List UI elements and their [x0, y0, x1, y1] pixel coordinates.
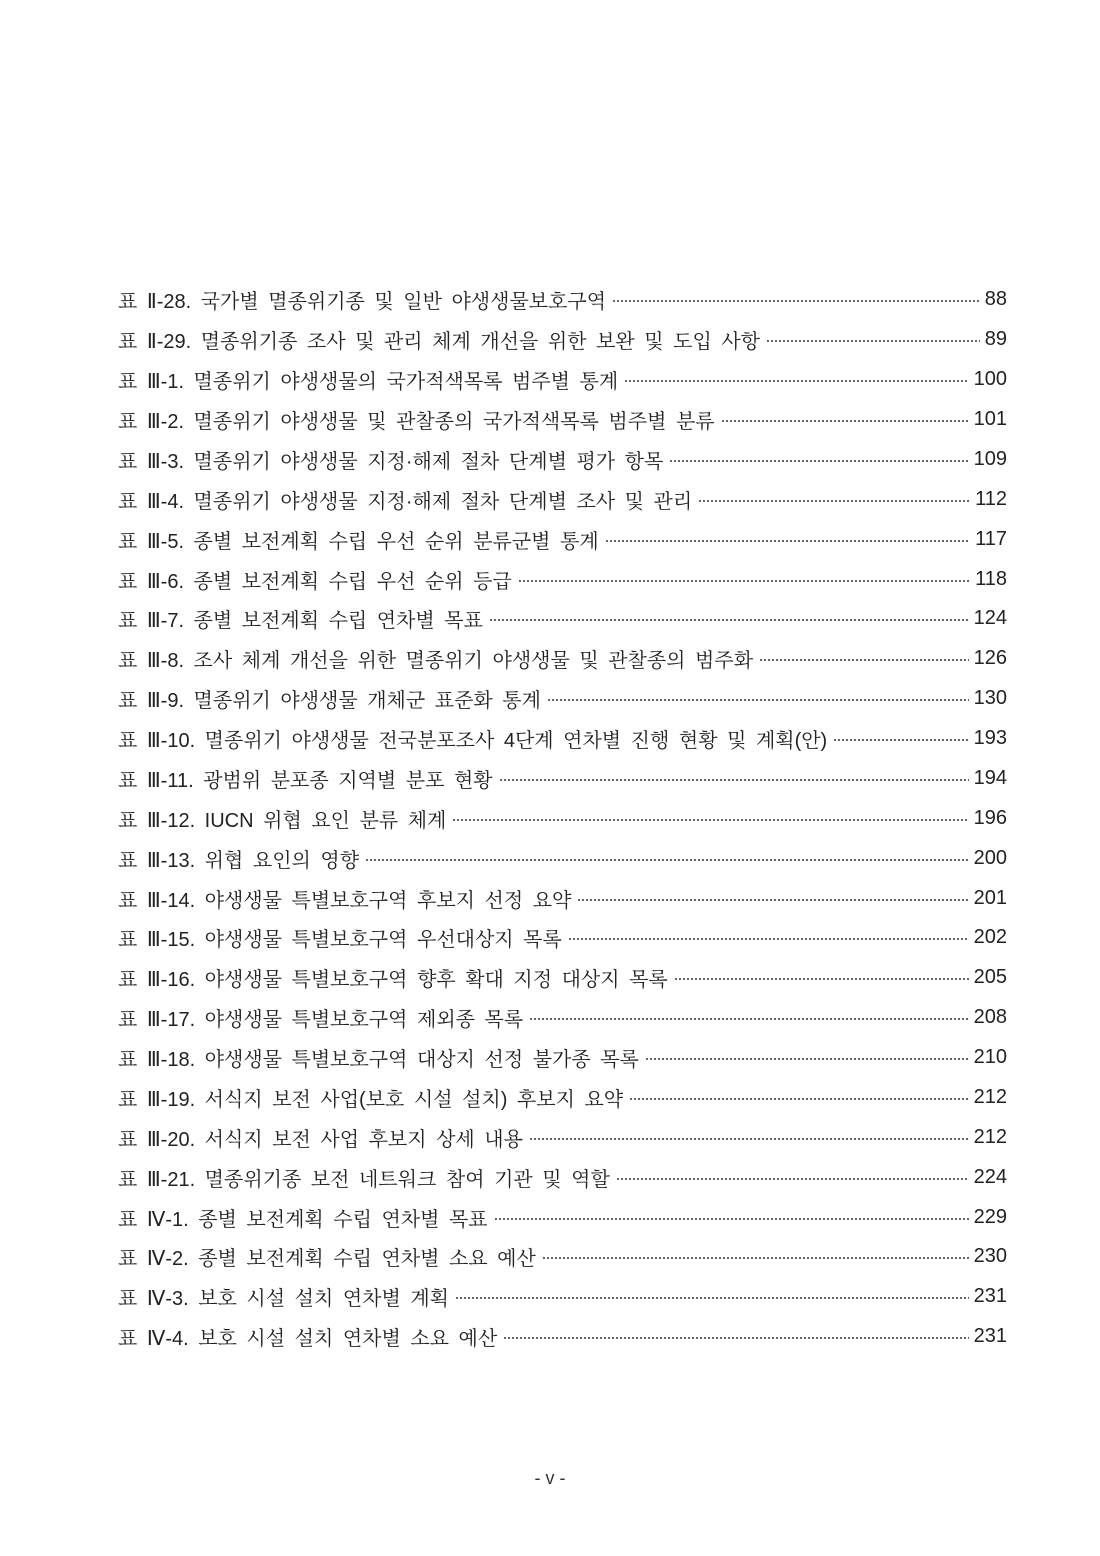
- toc-entry-title: 표 Ⅳ-4. 보호 시설 설치 연차별 소요 예산: [118, 1328, 498, 1351]
- toc-leader-dots: [721, 419, 969, 423]
- toc-leader-dots: [499, 778, 969, 782]
- toc-entry: [118, 878, 1007, 918]
- toc-entry-page-number: 208: [973, 1006, 1007, 1029]
- toc-entry: [118, 838, 1007, 878]
- toc-entry: [118, 599, 1007, 639]
- toc-entry: [118, 320, 1007, 360]
- toc-leader-dots: [669, 459, 968, 463]
- toc-leader-dots: [529, 1137, 969, 1141]
- toc-entry-page-number: 200: [973, 846, 1007, 869]
- toc-entry: [118, 998, 1007, 1038]
- toc-entry-page-number: 124: [973, 607, 1007, 630]
- toc-entry-title: 표 Ⅲ-20. 서식지 보전 사업 후보지 상세 내용: [118, 1128, 523, 1151]
- toc-entry-title: 표 Ⅲ-21. 멸종위기종 보전 네트워크 참여 기관 및 역할: [118, 1168, 610, 1191]
- toc-entry: [118, 440, 1007, 480]
- toc-entry-title: 표 Ⅳ-2. 종별 보전계획 수립 연차별 소요 예산: [118, 1248, 536, 1271]
- toc-entry-title: 표 Ⅲ-8. 조사 체계 개선을 위한 멸종위기 야생생물 및 관찰종의 범주화: [118, 650, 754, 673]
- toc-entry: [118, 1038, 1007, 1078]
- toc-leader-dots: [489, 618, 969, 622]
- toc-entry-title: 표 Ⅲ-17. 야생생물 특별보호구역 제외종 목록: [118, 1009, 524, 1032]
- toc-leader-dots: [616, 1177, 969, 1181]
- toc-entry-page-number: 210: [973, 1046, 1007, 1069]
- toc-leader-dots: [612, 299, 980, 303]
- toc-entry: [118, 1157, 1007, 1197]
- toc-entry-page-number: 231: [973, 1325, 1007, 1348]
- toc-entry: [118, 1317, 1007, 1357]
- toc-entry-page-number: 202: [973, 926, 1007, 949]
- toc-entry-page-number: 212: [973, 1125, 1007, 1148]
- toc-leader-dots: [698, 499, 970, 503]
- toc-entry-title: 표 Ⅱ-29. 멸종위기종 조사 및 관리 체계 개선을 위한 보완 및 도입 사항: [118, 331, 760, 354]
- toc-entry-page-number: 89: [984, 328, 1007, 351]
- toc-leader-dots: [529, 1017, 968, 1021]
- toc-entry: [118, 679, 1007, 719]
- toc-entry-title: 표 Ⅲ-1. 멸종위기 야생생물의 국가적색목록 범주별 통계: [118, 371, 619, 394]
- toc-entry-title: 표 Ⅲ-15. 야생생물 특별보호구역 우선대상지 목록: [118, 929, 562, 952]
- toc-entry: [118, 798, 1007, 838]
- toc-leader-dots: [503, 1336, 968, 1340]
- toc-entry: [118, 1117, 1007, 1157]
- toc-leader-dots: [766, 339, 980, 343]
- toc-leader-dots: [605, 539, 970, 543]
- toc-entry-page-number: 117: [975, 527, 1007, 550]
- toc-entry-title: 표 Ⅲ-3. 멸종위기 야생생물 지정·해제 절차 단계별 평가 항목: [118, 450, 664, 473]
- toc-entry: [118, 559, 1007, 599]
- toc-entry-page-number: 231: [973, 1285, 1007, 1308]
- toc-leader-dots: [452, 818, 968, 822]
- toc-entry-page-number: 88: [984, 288, 1007, 311]
- toc-entry-page-number: 201: [973, 886, 1007, 909]
- toc-leader-dots: [674, 977, 969, 981]
- toc-leader-dots: [833, 738, 968, 742]
- toc-leader-dots: [759, 658, 969, 662]
- toc-entry: [118, 1237, 1007, 1277]
- toc-entry-title: 표 Ⅳ-1. 종별 보전계획 수립 연차별 목표: [118, 1208, 488, 1231]
- toc-entry: [118, 519, 1007, 559]
- toc-entry-title: 표 Ⅲ-9. 멸종위기 야생생물 개체군 표준화 통계: [118, 690, 541, 713]
- page-number-footer: - v -: [534, 1468, 566, 1488]
- toc-entry-page-number: 101: [973, 408, 1007, 431]
- toc-entry: [118, 360, 1007, 400]
- toc-entry-title: 표 Ⅲ-6. 종별 보전계획 수립 우선 순위 등급: [118, 570, 512, 593]
- toc-entry-page-number: 212: [973, 1085, 1007, 1108]
- toc-leader-dots: [547, 698, 969, 702]
- toc-entry: [118, 400, 1007, 440]
- toc-entry-title: 표 Ⅲ-2. 멸종위기 야생생물 및 관찰종의 국가적색목록 범주별 분류: [118, 411, 715, 434]
- toc-entry-title: 표 Ⅲ-14. 야생생물 특별보호구역 후보지 선정 요약: [118, 889, 572, 912]
- toc-leader-dots: [645, 1057, 969, 1061]
- toc-entry-title: 표 Ⅲ-10. 멸종위기 야생생물 전국분포조사 4단계 연차별 진행 현황 및 계획(안): [118, 730, 828, 753]
- toc-entry-page-number: 109: [973, 447, 1007, 470]
- toc-leader-dots: [542, 1256, 969, 1260]
- toc-entry: [118, 1277, 1007, 1317]
- toc-entry: [118, 759, 1007, 799]
- toc-entry-page-number: 196: [973, 806, 1007, 829]
- toc-entry-title: 표 Ⅲ-19. 서식지 보전 사업(보호 시설 설치) 후보지 요약: [118, 1088, 624, 1111]
- toc-entry-title: 표 Ⅲ-11. 광범위 분포종 지역별 분포 현황: [118, 769, 493, 792]
- toc-entry-page-number: 224: [973, 1165, 1007, 1188]
- toc-entry-title: 표 Ⅲ-4. 멸종위기 야생생물 지정·해제 절차 단계별 조사 및 관리: [118, 490, 693, 513]
- toc-leader-dots: [577, 898, 968, 902]
- toc-leader-dots: [365, 858, 969, 862]
- toc-entry-page-number: 118: [975, 567, 1007, 590]
- toc-entry: [118, 280, 1007, 320]
- toc-leader-dots: [624, 379, 968, 383]
- toc-entry: [118, 479, 1007, 519]
- toc-leader-dots: [568, 937, 969, 941]
- toc-entry-page-number: 230: [973, 1245, 1007, 1268]
- toc-entry-title: 표 Ⅳ-3. 보호 시설 설치 연차별 계획: [118, 1288, 449, 1311]
- toc-leader-dots: [629, 1097, 969, 1101]
- toc-entry-title: 표 Ⅲ-16. 야생생물 특별보호구역 향후 확대 지정 대상지 목록: [118, 969, 668, 992]
- toc-entry-title: 표 Ⅲ-13. 위협 요인의 영향: [118, 849, 360, 872]
- toc-leader-dots: [518, 579, 970, 583]
- list-of-tables: [118, 280, 1007, 1357]
- toc-entry-title: 표 Ⅲ-7. 종별 보전계획 수립 연차별 목표: [118, 610, 483, 633]
- toc-entry-title: 표 Ⅲ-5. 종별 보전계획 수립 우선 순위 분류군별 통계: [118, 530, 599, 553]
- toc-entry: [118, 958, 1007, 998]
- toc-entry-title: 표 Ⅲ-18. 야생생물 특별보호구역 대상지 선정 불가종 목록: [118, 1049, 639, 1072]
- toc-leader-dots: [455, 1296, 969, 1300]
- toc-entry-page-number: 194: [973, 766, 1007, 789]
- toc-entry-title: 표 Ⅲ-12. IUCN 위협 요인 분류 체계: [118, 809, 447, 832]
- toc-entry-page-number: 130: [973, 687, 1007, 710]
- toc-entry-page-number: 100: [973, 368, 1007, 391]
- toc-entry-title: 표 Ⅱ-28. 국가별 멸종위기종 및 일반 야생생물보호구역: [118, 291, 607, 314]
- toc-entry-page-number: 126: [973, 647, 1007, 670]
- toc-entry-page-number: 193: [973, 727, 1007, 750]
- toc-entry: [118, 639, 1007, 679]
- toc-leader-dots: [494, 1217, 969, 1221]
- toc-entry: [118, 918, 1007, 958]
- toc-entry-page-number: 229: [973, 1205, 1007, 1228]
- toc-entry: [118, 1197, 1007, 1237]
- toc-entry-page-number: 205: [973, 966, 1007, 989]
- toc-entry: [118, 719, 1007, 759]
- toc-entry: [118, 1078, 1007, 1118]
- toc-entry-page-number: 112: [975, 487, 1007, 510]
